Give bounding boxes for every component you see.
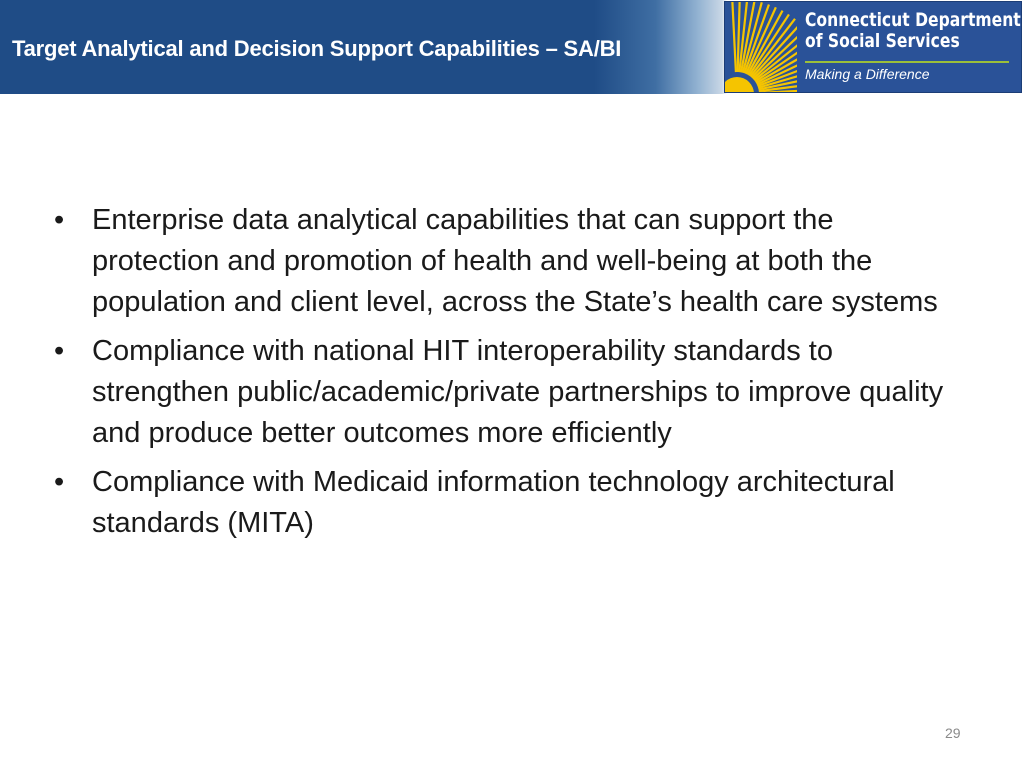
bullet-list (52, 200, 952, 552)
slide-title: Target Analytical and Decision Support Capabilities – SA/BI (12, 36, 622, 61)
sunburst-icon (725, 2, 797, 93)
logo-text (805, 9, 1021, 52)
bullet-item-2 (52, 331, 952, 454)
bullet-symbol: • (54, 204, 65, 236)
bullet-text: Compliance with national HIT interoperability standards to strengthen public/academic/private partnerships to improve quality and produce better outcomes more efficiently (92, 335, 944, 449)
logo-rule (805, 61, 1009, 63)
logo-line1: Connecticut Department (805, 9, 1021, 31)
logo-line2: of Social Services (805, 30, 960, 52)
bullet-text: Compliance with Medicaid information technology architectural standards (MITA) (92, 466, 895, 539)
bullet-item-1 (52, 200, 952, 323)
bullet-text: Enterprise data analytical capabilities that can support the protection and promotion of health and well-being at both the population and client level, across the State’s health care systems (92, 204, 938, 318)
dss-logo (724, 1, 1022, 93)
bullet-item-3 (52, 462, 952, 544)
logo-tagline: Making a Difference (805, 66, 930, 82)
bullet-symbol: • (54, 466, 65, 498)
page-number: 29 (945, 725, 961, 741)
bullet-symbol: • (54, 335, 65, 367)
